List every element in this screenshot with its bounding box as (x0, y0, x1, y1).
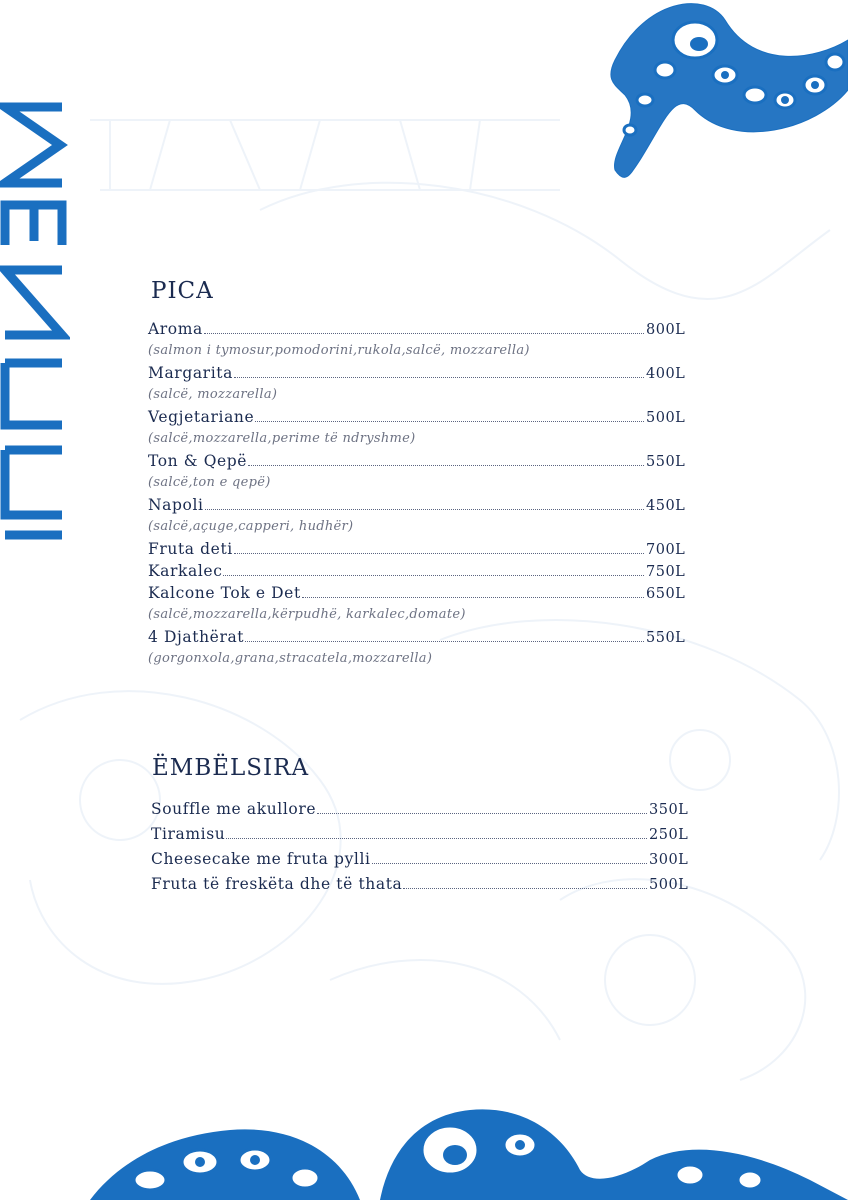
item-name: 4 Djathërat (148, 628, 245, 646)
item-description: (salcë,açuge,capperi, hudhër) (148, 519, 354, 534)
menu-item (151, 847, 691, 872)
item-price: 500L (649, 877, 689, 893)
item-name: Tiramisu (151, 825, 226, 843)
dot-leader (403, 888, 647, 889)
item-description: (gorgonxola,grana,stracatela,mozzarella) (148, 651, 433, 666)
menu-item (148, 582, 688, 626)
item-description: (salmon i tymosur,pomodorini,rukola,salcë, mozzarella) (148, 343, 530, 358)
dot-leader (226, 838, 647, 839)
dot-leader (234, 377, 644, 378)
item-name: Ton & Qepë (148, 452, 248, 470)
menu-item (148, 362, 688, 406)
page-title (0, 95, 70, 555)
menu-item (148, 538, 688, 560)
item-price: 400L (646, 366, 686, 382)
item-name: Napoli (148, 496, 204, 514)
menu-item (148, 318, 688, 362)
item-name: Vegjetariane (148, 408, 255, 426)
item-description: (salcë,mozzarella,kërpudhë, karkalec,domate) (148, 607, 466, 622)
dot-leader (245, 641, 644, 642)
dot-leader (204, 333, 644, 334)
menu-item (151, 822, 691, 847)
embelsira-section (151, 755, 691, 897)
item-price: 750L (646, 564, 686, 580)
item-description: (salcë, mozzarella) (148, 387, 278, 402)
item-price: 550L (646, 630, 686, 646)
item-price: 350L (649, 802, 689, 818)
item-price: 500L (646, 410, 686, 426)
dot-leader (234, 553, 644, 554)
item-price: 250L (649, 827, 689, 843)
item-name: Karkalec (148, 562, 223, 580)
menu-vertical-title (0, 95, 70, 555)
menu-item (148, 450, 688, 494)
dot-leader (372, 863, 647, 864)
pica-section (148, 278, 688, 670)
dot-leader (255, 421, 644, 422)
menu-item (151, 872, 691, 897)
item-description: (salcë,ton e qepë) (148, 475, 271, 490)
dot-leader (317, 813, 647, 814)
octopus-tentacle-icon (90, 1100, 848, 1200)
menu-item (151, 797, 691, 822)
octopus-tentacle-icon (585, 0, 848, 195)
item-name: Aroma (148, 320, 203, 338)
item-price: 450L (646, 498, 686, 514)
menu-item (148, 494, 688, 538)
dot-leader (302, 597, 644, 598)
dot-leader (223, 575, 644, 576)
item-price: 300L (649, 852, 689, 868)
item-name: Fruta të freskëta dhe të thata (151, 875, 403, 893)
dot-leader (205, 509, 644, 510)
section-title: PICA (151, 278, 214, 304)
section-title: ËMBËLSIRA (152, 755, 310, 781)
dot-leader (248, 465, 644, 466)
menu-item (148, 560, 688, 582)
item-name: Kalcone Tok e Det (148, 584, 301, 602)
item-price: 650L (646, 586, 686, 602)
item-price: 800L (646, 322, 686, 338)
item-price: 700L (646, 542, 686, 558)
menu-item (148, 406, 688, 450)
item-description: (salcë,mozzarella,perime të ndryshme) (148, 431, 416, 446)
menu-item (148, 626, 688, 670)
item-name: Margarita (148, 364, 233, 382)
item-name: Souffle me akullore (151, 800, 317, 818)
item-name: Fruta deti (148, 540, 233, 558)
item-name: Cheesecake me fruta pylli (151, 850, 371, 868)
item-price: 550L (646, 454, 686, 470)
